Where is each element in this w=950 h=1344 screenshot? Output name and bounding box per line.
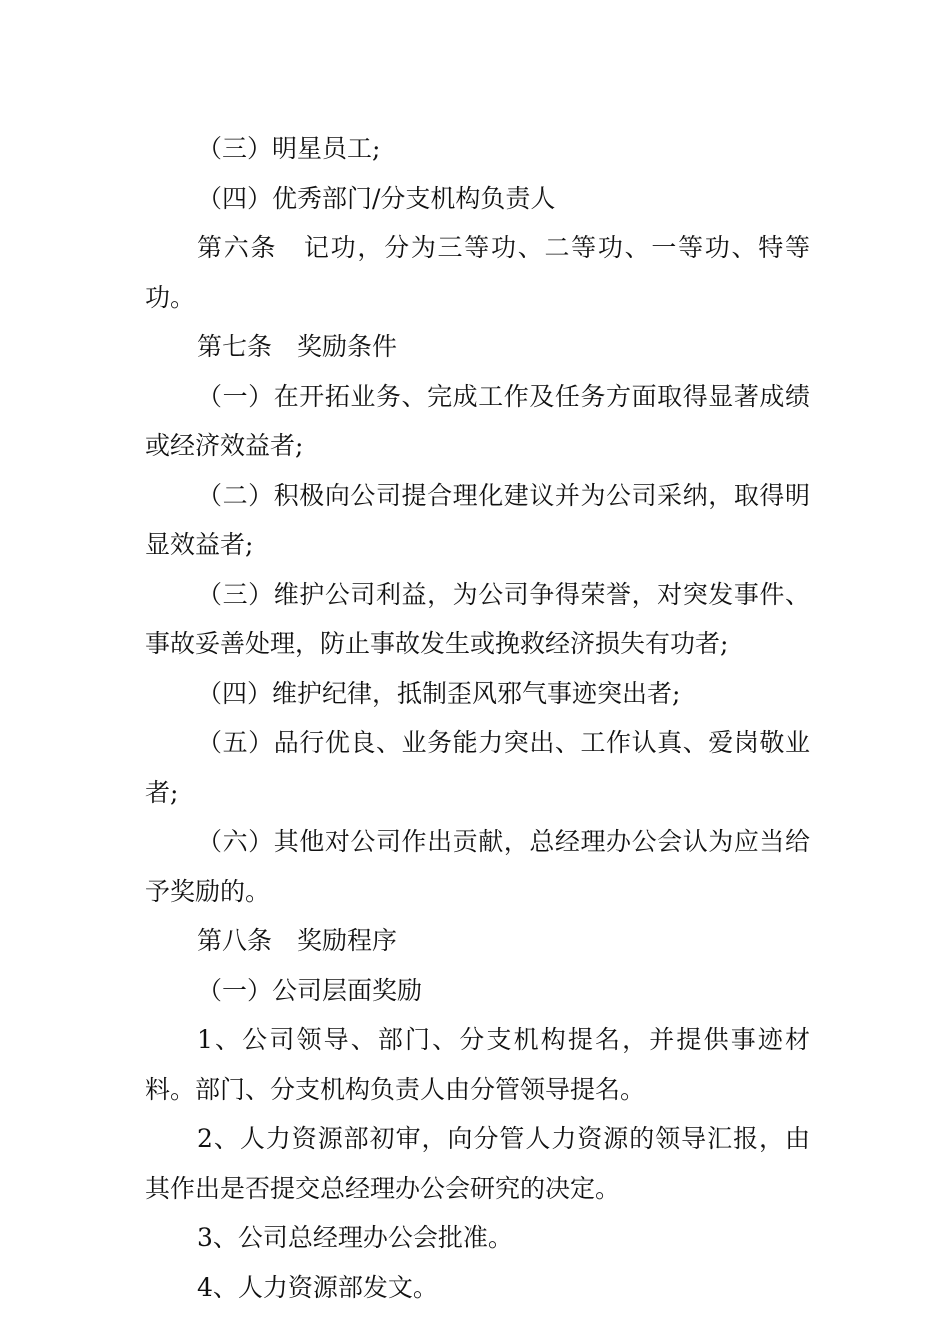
condition-6: （六）其他对公司作出贡献，总经理办公会认为应当给予奖励的。 <box>145 827 810 906</box>
condition-4: （四）维护纪律，抵制歪风邪气事迹突出者; <box>197 678 681 708</box>
condition-5: （五）品行优良、业务能力突出、工作认真、爱岗敬业者; <box>145 728 810 807</box>
condition-1: （一）在开拓业务、完成工作及任务方面取得显著成绩或经济效益者; <box>145 381 810 460</box>
procedure-company-level: （一）公司层面奖励 <box>197 975 423 1005</box>
procedure-step-4: 4、人力资源部发文。 <box>197 1272 438 1302</box>
procedure-step-2: 2、人力资源部初审，向分管人力资源的领导汇报，由其作出是否提交总经理办公会研究的决定。 <box>145 1124 810 1203</box>
paragraph-item-4-excellent-leader: （四）优秀部门/分支机构负责人 <box>197 183 556 213</box>
procedure-step-1: 1、公司领导、部门、分支机构提名，并提供事迹材料。部门、分支机构负责人由分管领导提名。 <box>145 1025 810 1104</box>
document-body <box>145 124 810 1312</box>
article-6-merit: 第六条 记功，分为三等功、二等功、一等功、特等功。 <box>145 233 810 312</box>
article-8-heading: 第八条 奖励程序 <box>197 926 398 955</box>
condition-3: （三）维护公司利益，为公司争得荣誉，对突发事件、事故妥善处理，防止事故发生或挽救经济损失有功者; <box>145 579 810 658</box>
procedure-step-3: 3、公司总经理办公会批准。 <box>197 1223 513 1252</box>
paragraph-item-3-star-employee: （三）明星员工; <box>197 134 381 163</box>
article-7-heading: 第七条 奖励条件 <box>197 332 398 361</box>
condition-2: （二）积极向公司提合理化建议并为公司采纳，取得明显效益者; <box>145 480 810 559</box>
